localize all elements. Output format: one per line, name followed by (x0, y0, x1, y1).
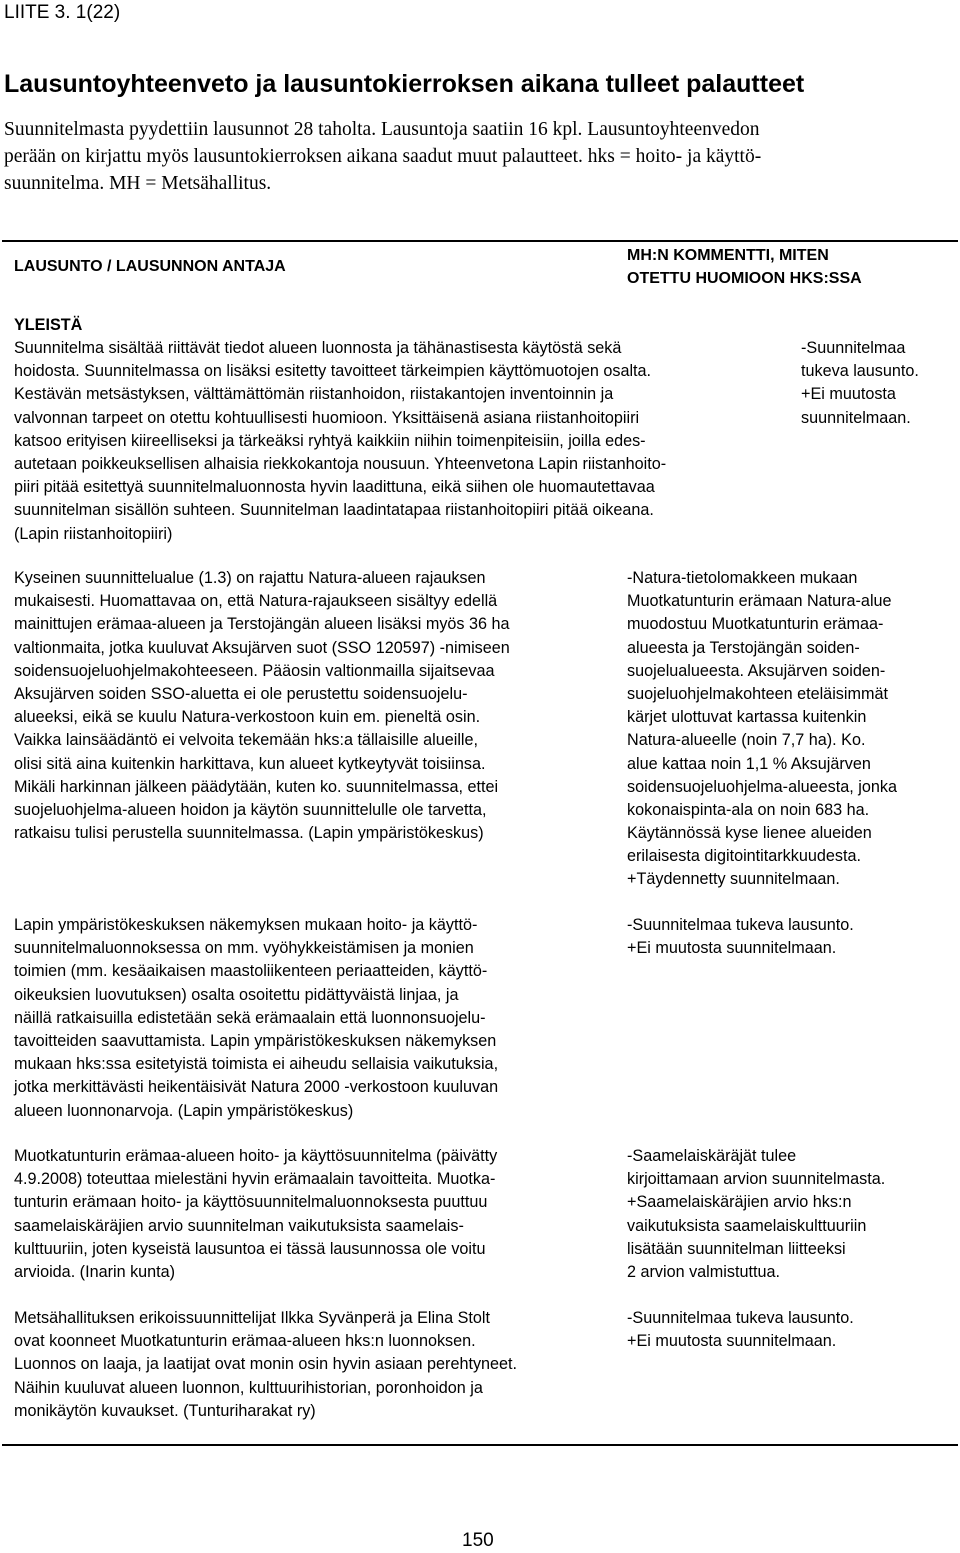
comment-block-line: -Suunnitelmaa tukeva lausunto. (627, 1309, 854, 1327)
statement-block-line: Muotkatunturin erämaa-alueen hoito- ja käyttösuunnitelma (päivätty (14, 1147, 498, 1165)
comment-block-line: suunnitelmaan. (801, 408, 911, 427)
statement-block-line: katsoo erityisen kiireelliseksi ja tärkeäksi ryhtyä kaikkiin niihin toimenpiteisiin, joilla edes- (14, 431, 646, 450)
statement-block-line: autetaan poikkeuksellisen alhaisia riekkokantoja nousuun. Yhteenvetona Lapin riistanhoito- (14, 454, 667, 473)
comment-block-line: suojeluohjelmakohteen eteläisimmät (627, 684, 888, 703)
comment-block-line: Muotkatunturin erämaan Natura-alue (627, 592, 892, 611)
table-bottom-rule (2, 1444, 958, 1446)
comment-block-line: +Ei muutosta (801, 385, 896, 404)
statement-block-line: monikäytön kuvaukset. (Tunturiharakat ry) (14, 1401, 316, 1420)
statement-block-line: piiri pitää esitettyä suunnitelmaluonnosta hyvin laadittuna, eikä siihen ole huomautettavaa (14, 478, 655, 497)
statement-block-line: Lapin ympäristökeskuksen näkemyksen mukaan hoito- ja käyttö- (14, 916, 478, 934)
statement-block-line: (Lapin riistanhoitopiiri) (14, 524, 173, 543)
statement-block-line: hoidosta. Suunnitelmassa on lisäksi esitetty tavoitteet tärkeimpien käyttömuotojen osalta. (14, 362, 652, 381)
comment-block-line: 2 arvion valmistuttua. (627, 1262, 780, 1281)
comment-block-line: erilaisesta digitointitarkkuudesta. (627, 847, 861, 866)
comment-block-line: soidensuojeluohjelma-alueesta, jonka (627, 777, 897, 796)
statement-block (14, 567, 510, 845)
section-heading: YLEISTÄ (14, 316, 83, 334)
statement-block-line: tavoitteiden saavuttamista. Lapin ympäristökeskuksen näkemyksen (14, 1031, 497, 1050)
comment-block-line: kärjet ulottuvat kartassa kuitenkin (627, 708, 867, 727)
statement-block-line: ovat koonneet Muotkatunturin erämaa-alueen hks:n luonnoksen. (14, 1332, 476, 1351)
column-header-comment (627, 244, 862, 290)
table-top-rule (2, 240, 958, 242)
comment-block-line: Käytännössä kyse lienee alueiden (627, 824, 872, 843)
statement-block-line: Luonnos on laaja, ja laatijat ovat monin osin hyvin asiaan perehtyneet. (14, 1355, 518, 1374)
comment-block-line: muodostuu Muotkatunturin erämaa- (627, 615, 884, 634)
statement-block-line: mainittujen erämaa-alueen ja Terstojängän alueen lisäksi myös 36 ha (14, 615, 510, 634)
intro-paragraph (4, 116, 959, 197)
statement-block-line: suunnitelmaluonnoksessa on mm. vyöhykkeistämisen ja monien (14, 939, 474, 958)
comment-block-line: alue kattaa noin 1,1 % Aksujärven (627, 754, 871, 773)
statement-block-line: Aksujärven soiden SSO-aluetta ei ole perustettu soidensuojelu- (14, 684, 468, 703)
statement-block-line: mukaan hks:ssa esitetyistä toimista ei aiheudu sellaisia vaikutuksia, (14, 1055, 499, 1074)
statement-block-line: alueen luonnonarvoja. (Lapin ympäristökeskus) (14, 1101, 354, 1120)
statement-block (14, 1307, 517, 1423)
intro-line: Suunnitelmasta pyydettiin lausunnot 28 taholta. Lausuntoja saatiin 16 kpl. Lausuntoyhteenvedon (4, 119, 760, 140)
statement-block-line: näillä ratkaisuilla edistetään sekä erämaalain että luonnonsuojelu- (14, 1008, 486, 1027)
comment-block-line: +Täydennetty suunnitelmaan. (627, 870, 840, 889)
comment-block-line: alueesta ja Terstojängän soiden- (627, 638, 860, 657)
statement-block-line: kulttuuriin, joten kyseistä lausuntoa ei tässä lausunnossa ole voitu (14, 1239, 486, 1258)
statement-block (14, 1145, 497, 1284)
statement-block-line: Mikäli harkinnan jälkeen päädytään, kuten ko. suunnitelmassa, ettei (14, 777, 499, 796)
statement-block-line: suojeluohjelma-alueen hoidon ja käytön suunnittelulle ole tarvetta, (14, 800, 487, 819)
comment-block (627, 1307, 854, 1353)
statement-block-line: soidensuojeluohjelmakohteeseen. Pääosin valtionmailla sijaitsevaa (14, 661, 495, 680)
statement-block-line: olisi sitä aina kuitenkin harkittava, kun alueet kytkeytyvät toisiinsa. (14, 754, 486, 773)
comment-block-line: lisätään suunnitelman liitteeksi (627, 1239, 846, 1258)
comment-block-line: +Ei muutosta suunnitelmaan. (627, 1332, 837, 1351)
comment-block-line: -Saamelaiskäräjät tulee (627, 1147, 797, 1165)
statement-block-line: suunnitelman sisällön suhteen. Suunnitelman laadintatapaa riistanhoitopiiri pitää oikeana. (14, 501, 654, 520)
statement-block-line: saamelaiskäräjien arvio suunnitelman vaikutuksista saamelais- (14, 1216, 464, 1235)
comment-block-line: Natura-alueelle (noin 7,7 ha). Ko. (627, 731, 866, 750)
comment-block-line: tukeva lausunto. (801, 362, 919, 381)
comment-block-line: vaikutuksista saamelaiskulttuuriin (627, 1216, 867, 1235)
comment-block-line: kirjoittamaan arvion suunnitelmasta. (627, 1170, 886, 1189)
statement-block (14, 337, 666, 546)
statement-block-line: Kyseinen suunnittelualue (1.3) on rajattu Natura-alueen rajauksen (14, 569, 486, 587)
intro-line: suunnitelma. MH = Metsähallitus. (4, 173, 272, 194)
comment-block-line: -Suunnitelmaa tukeva lausunto. (627, 916, 854, 934)
page-number: 150 (462, 1530, 494, 1551)
statement-block-line: 4.9.2008) toteuttaa mielestäni hyvin erämaalain tavoitteita. Muotka- (14, 1170, 496, 1189)
statement-block-line: valtionmaita, jotka kuuluvat Aksujärven suot (SSO 120597) -nimiseen (14, 638, 510, 657)
statement-block-line: oikeuksien luovutuksen) osalta osoitettu pidättyväistä linjaa, ja (14, 985, 459, 1004)
statement-block (14, 914, 498, 1123)
column-header-comment-line: OTETTU HUOMIOON HKS:SSA (627, 270, 862, 287)
column-header-comment-line: MH:N KOMMENTTI, MITEN (627, 247, 829, 264)
document-title: Lausuntoyhteenveto ja lausuntokierroksen aikana tulleet palautteet (4, 70, 805, 98)
comment-block-line: +Ei muutosta suunnitelmaan. (627, 939, 837, 958)
statement-block-line: Metsähallituksen erikoissuunnittelijat Ilkka Syvänperä ja Elina Stolt (14, 1309, 490, 1327)
comment-block-line: -Suunnitelmaa (801, 339, 906, 357)
column-header-statement: LAUSUNTO / LAUSUNNON ANTAJA (14, 258, 286, 275)
statement-block-line: Suunnitelma sisältää riittävät tiedot alueen luonnosta ja tähänastisesta käytöstä sekä (14, 339, 622, 357)
intro-line: perään on kirjattu myös lausuntokierroksen aikana saadut muut palautteet. hks = hoito- ja käyttö- (4, 146, 762, 167)
statement-block-line: ratkaisu tulisi perustella suunnitelmassa. (Lapin ympäristökeskus) (14, 824, 484, 843)
statement-block-line: toimien (mm. kesäaikaisen maastoliikenteen periaatteiden, käyttö- (14, 962, 488, 981)
statement-block-line: alueeksi, eikä se kuulu Natura-verkostoon kuin em. pieneltä osin. (14, 708, 481, 727)
comment-block (627, 1145, 885, 1284)
statement-block-line: Näihin kuuluvat alueen luonnon, kulttuurihistorian, poronhoidon ja (14, 1378, 483, 1397)
statement-block-line: jotka merkittävästi heikentäisivät Natura 2000 -verkostoon kuuluvan (14, 1078, 499, 1097)
statement-block-line: Kestävän metsästyksen, välttämättömän riistanhoidon, riistakantojen inventoinnin ja (14, 385, 614, 404)
statement-block-line: Vaikka lainsäädäntö ei velvoita tekemään hks:a tällaisille alueille, (14, 731, 479, 750)
comment-block-line: kokonaispinta-ala on noin 683 ha. (627, 800, 870, 819)
attachment-label: LIITE 3. 1(22) (4, 2, 121, 23)
comment-block (801, 337, 919, 430)
statement-block-line: arvioida. (Inarin kunta) (14, 1262, 176, 1281)
comment-block-line: suojelualueesta. Aksujärven soiden- (627, 661, 886, 680)
statement-block-line: valvonnan tarpeet on otettu kohtuullisesti huomioon. Yksittäisenä asiana riistanhoitopiiri (14, 408, 640, 427)
comment-block-line: +Saamelaiskäräjien arvio hks:n (627, 1193, 852, 1212)
comment-block-line: -Natura-tietolomakkeen mukaan (627, 569, 858, 587)
statement-block-line: mukaisesti. Huomattavaa on, että Natura-rajaukseen sisältyy edellä (14, 592, 498, 611)
comment-block (627, 567, 897, 892)
statement-block-line: tunturin erämaan hoito- ja käyttösuunnitelmaluonnoksesta puuttuu (14, 1193, 488, 1212)
comment-block (627, 914, 854, 960)
